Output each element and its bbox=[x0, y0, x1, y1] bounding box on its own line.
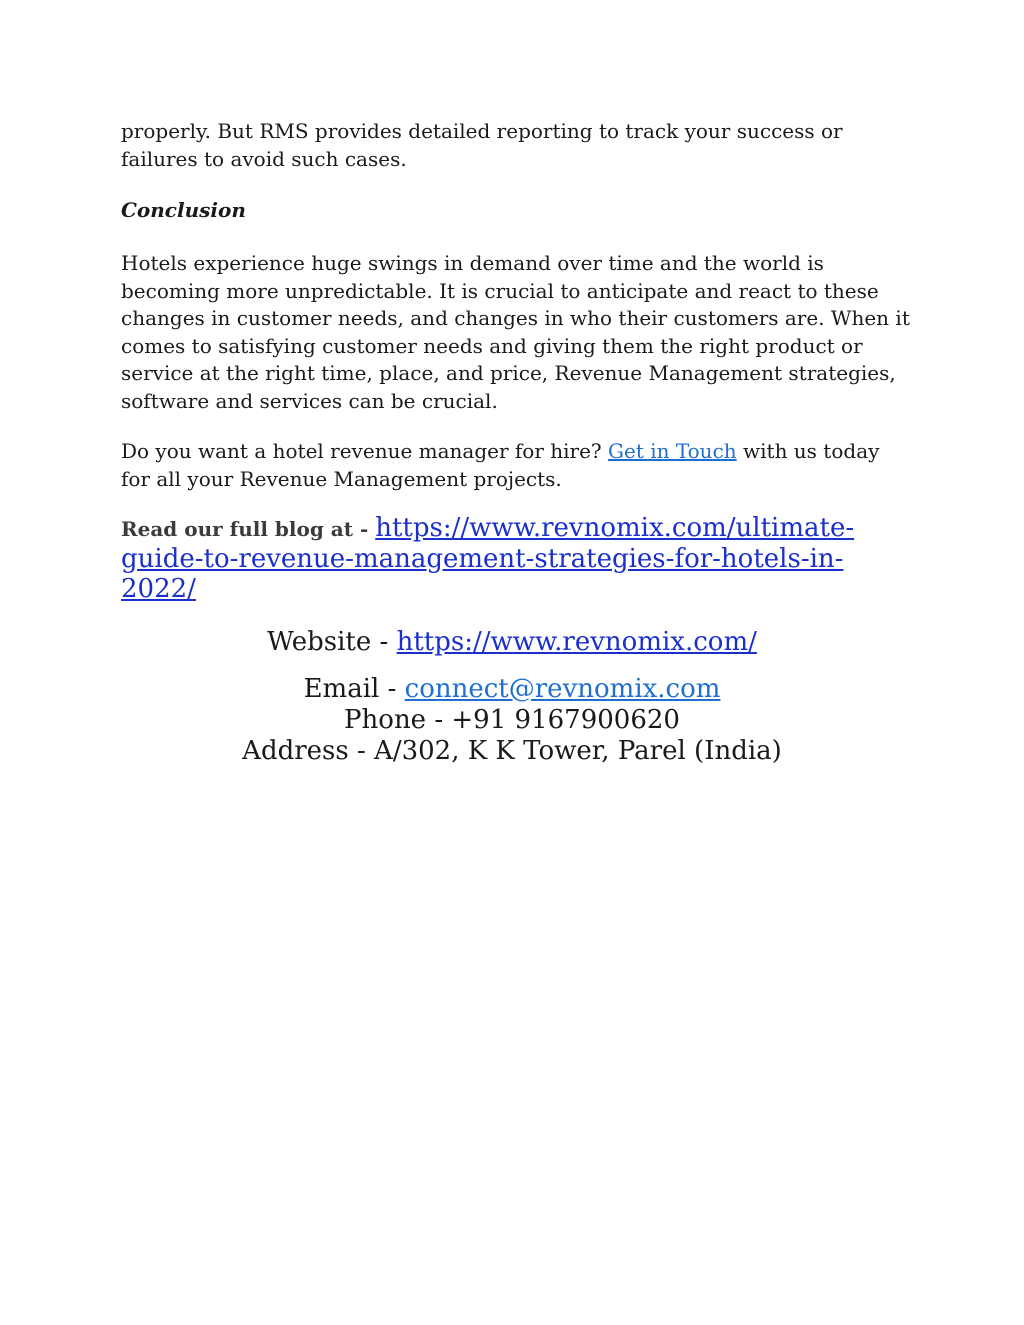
website-line bbox=[0, 627, 1024, 658]
paragraph-conclusion: Hotels experience huge swings in demand over time and the world is becoming more unpredictable. It is crucial to anticipate and react to these changes in customer needs, and changes in who their customers are. When it comes to satisfying customer needs and giving them the right product or service at the right time, place, and price, Revenue Management strategies, software and services can be crucial. bbox=[121, 251, 910, 413]
contact-details bbox=[0, 674, 1024, 767]
paragraph-rms-reporting: properly. But RMS provides detailed reporting to track your success or failures to avoid such cases. bbox=[121, 119, 843, 171]
get-in-touch-link[interactable]: Get in Touch bbox=[608, 439, 737, 463]
document-body bbox=[121, 118, 911, 604]
blog-link-line bbox=[121, 513, 911, 604]
blog-lead-text: Read our full blog at - bbox=[121, 517, 376, 541]
website-label: Website - bbox=[267, 627, 397, 657]
email-label: Email - bbox=[303, 674, 405, 704]
email-link[interactable]: connect@revnomix.com bbox=[404, 674, 721, 704]
conclusion-heading: Conclusion bbox=[121, 198, 246, 222]
email-line bbox=[0, 674, 1024, 705]
address-line: Address - A/302, K K Tower, Parel (India) bbox=[242, 736, 782, 766]
hire-text-before: Do you want a hotel revenue manager for hire? bbox=[121, 439, 609, 463]
website-url-link[interactable]: https://www.revnomix.com/ bbox=[396, 627, 757, 657]
paragraph-hire bbox=[121, 438, 911, 493]
phone-line: Phone - +91 9167900620 bbox=[344, 705, 680, 735]
hire-text-after: with us today for all your Revenue Management projects. bbox=[121, 439, 880, 491]
blog-url-link[interactable]: https://www.revnomix.com/ultimate-guide-to-revenue-management-strategies-for-hotels-in-2022/ bbox=[121, 513, 855, 604]
